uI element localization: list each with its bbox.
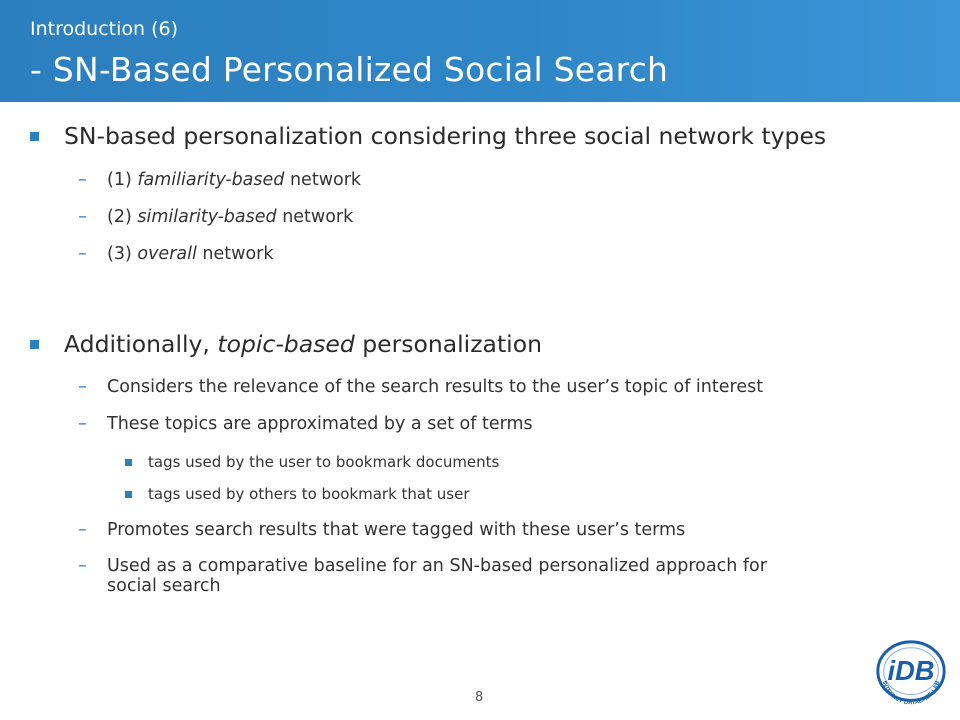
subbullet-text: (2) similarity-based network [107,207,354,227]
subsubbullet-text: tags used by the user to bookmark documents [148,453,500,471]
logo-text: iDB [887,654,935,686]
subsubbullet-text: tags used by others to bookmark that user [148,485,470,503]
dash-bullet-icon: – [78,377,87,397]
square-bullet-icon [125,459,132,466]
page-number: 8 [475,690,484,705]
dash-bullet-icon: – [78,556,87,576]
square-bullet-icon [125,491,132,498]
bullet-text: SN-based personalization considering three social network types [64,122,827,150]
square-bullet-icon [30,132,39,141]
subbullet-text: Promotes search results that were tagged with these user’s terms [107,520,686,540]
dash-bullet-icon: – [78,244,87,264]
dash-bullet-icon: – [78,414,87,434]
subbullet-text: These topics are approximated by a set of terms [107,414,533,434]
slide-subtitle: Introduction (6) [30,18,179,40]
square-bullet-icon [30,340,39,349]
dash-bullet-icon: – [78,207,87,227]
subbullet-text: Used as a comparative baseline for an SN-based personalized approach for social search [107,556,767,596]
slide-title: - SN-Based Personalized Social Search [30,50,669,89]
subbullet-text: (1) familiarity-based network [107,170,362,190]
logo-ring-text: INTERNET DATABASE LAB [880,680,942,707]
subbullet-text: Considers the relevance of the search results to the user’s topic of interest [107,377,764,397]
idb-lab-logo-icon [872,636,950,714]
dash-bullet-icon: – [78,520,87,540]
subbullet-text: (3) overall network [107,244,274,264]
bullet-text: Additionally, topic-based personalization [64,330,542,358]
dash-bullet-icon: – [78,170,87,190]
